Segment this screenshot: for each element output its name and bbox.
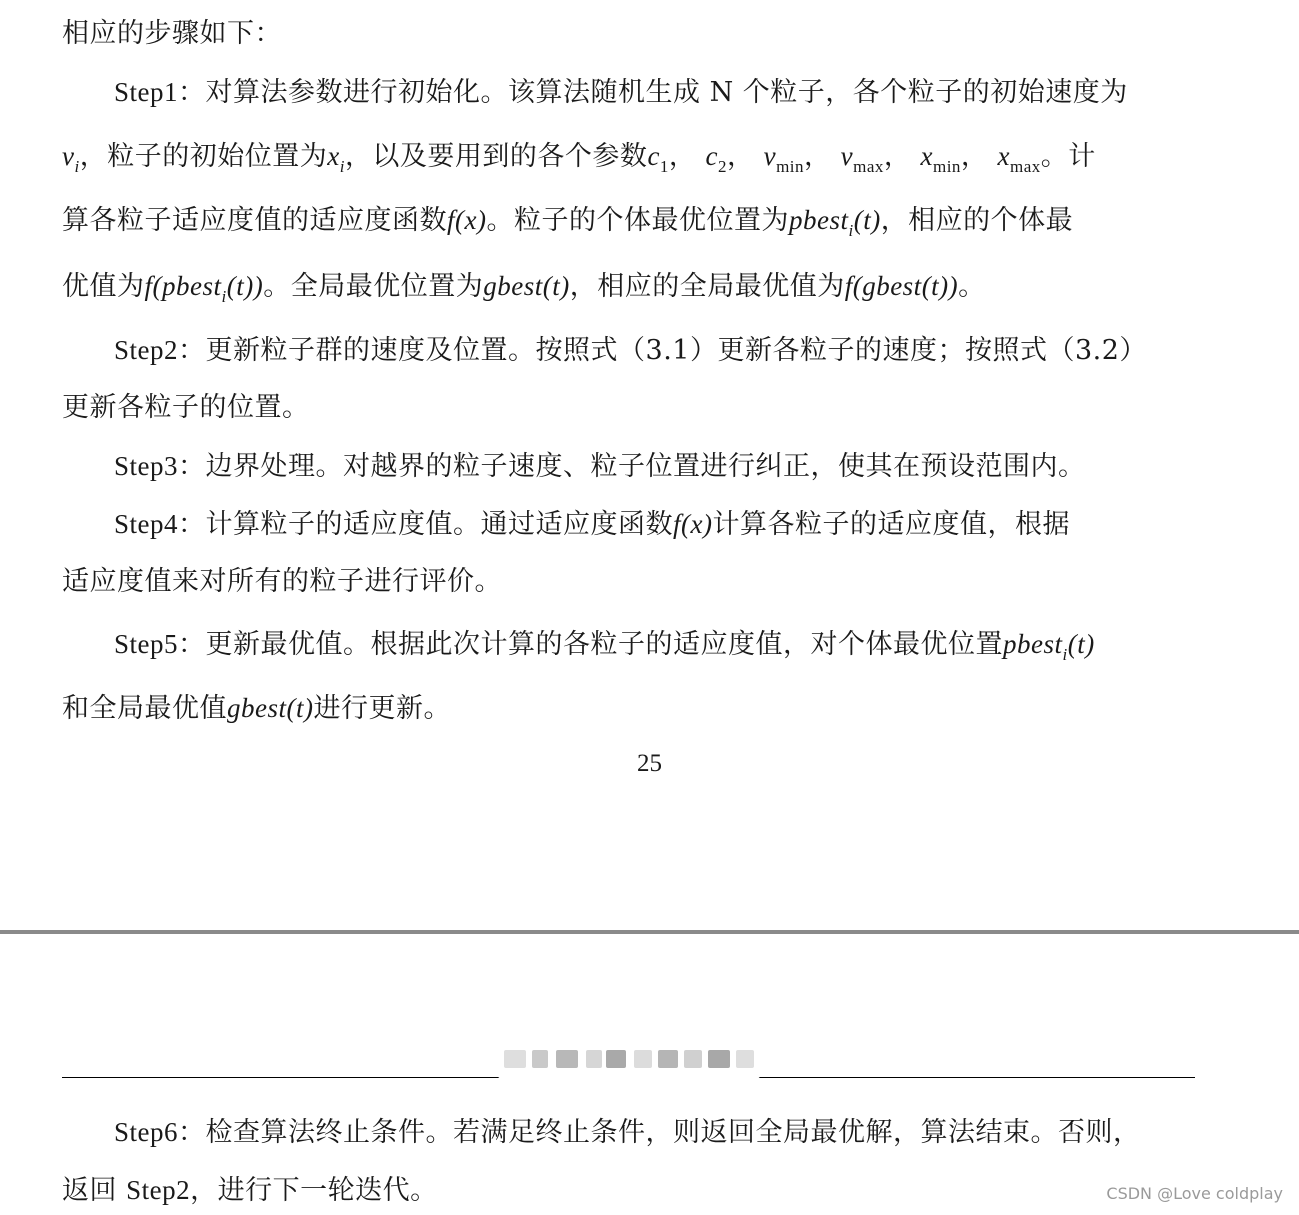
math-pbest-i: pbest$_i$(t) xyxy=(1003,629,1095,664)
step2-line1: Step2：更新粒子群的速度及位置。按照式（3.1）更新各粒子的速度；按照式（3.2） xyxy=(114,335,1147,366)
math-f-x: f(x) xyxy=(673,509,713,539)
step2-label: Step2 xyxy=(114,335,179,365)
math-f-gbest: f(gbest(t)) xyxy=(844,271,959,301)
math-x-max: $x_{max}$ xyxy=(997,141,1041,176)
step5-label: Step5 xyxy=(114,629,179,659)
intro-text: 相应的步骤如下： xyxy=(62,18,282,49)
intro-line xyxy=(62,16,282,52)
math-pbest-i: pbest$_i$(t) xyxy=(788,205,881,240)
step3-line1: Step3：边界处理。对越界的粒子速度、粒子位置进行纠正，使其在预设范围内。 xyxy=(114,451,1086,482)
redacted-header-block xyxy=(494,1044,764,1080)
math-c1: $c_1$ xyxy=(647,141,669,176)
step4-label: Step4 xyxy=(114,509,179,539)
math-c2: $c_2$ xyxy=(705,141,727,176)
math-gbest: gbest(t) xyxy=(483,271,570,301)
step1-label: Step1 xyxy=(114,77,179,107)
step6-line1: Step6：检查算法终止条件。若满足终止条件，则返回全局最优解，算法结束。否则， xyxy=(114,1117,1141,1148)
math-f-pbest: f(pbest$_i$(t)) xyxy=(144,271,264,306)
math-v-min: $v_{min}$ xyxy=(763,141,805,176)
step1-line2: $v_i$，粒子的初始位置为$x_i$，以及要用到的各个参数$c_1$， $c_2$， $v_{min}$， $v_{max}$， $x_{min}$， $x_{max}$。计 xyxy=(62,141,1096,176)
step2-line2: 更新各粒子的位置。 xyxy=(62,392,310,423)
math-v-max: $v_{max}$ xyxy=(840,141,884,176)
step1-line4: 优值为f(pbest$_i$(t))。全局最优位置为gbest(t)，相应的全局最优值为f(gbest(t))。 xyxy=(62,271,986,306)
csdn-watermark: CSDN @Love coldplay xyxy=(1106,1184,1283,1203)
step4-line1: Step4：计算粒子的适应度值。通过适应度函数f(x)计算各粒子的适应度值，根据 xyxy=(114,509,1070,540)
step3-label: Step3 xyxy=(114,451,179,481)
page-number: 25 xyxy=(637,750,662,777)
step5-line2: 和全局最优值gbest(t)进行更新。 xyxy=(62,693,451,724)
page-separator xyxy=(0,930,1299,934)
step1-line1 xyxy=(114,74,1128,111)
math-v-i: $v_i$ xyxy=(62,141,80,176)
step1-text: ：对算法参数进行初始化。该算法随机生成 N 个粒子，各个粒子的初始速度为 xyxy=(178,77,1128,108)
step6-label: Step6 xyxy=(114,1117,179,1147)
math-x-min: $x_{min}$ xyxy=(920,141,961,176)
math-f-x: f(x) xyxy=(447,205,487,235)
math-x-i: $x_i$ xyxy=(327,141,345,176)
step5-line1: Step5：更新最优值。根据此次计算的各粒子的适应度值，对个体最优位置pbest$_i$(t) xyxy=(114,629,1095,664)
math-gbest: gbest(t) xyxy=(227,693,314,723)
step6-line2: 返回 Step2，进行下一轮迭代。 xyxy=(62,1175,438,1206)
step4-line2: 适应度值来对所有的粒子进行评价。 xyxy=(62,566,502,597)
step1-line3: 算各粒子适应度值的适应度函数f(x)。粒子的个体最优位置为pbest$_i$(t)，相应的个体最 xyxy=(62,205,1074,240)
